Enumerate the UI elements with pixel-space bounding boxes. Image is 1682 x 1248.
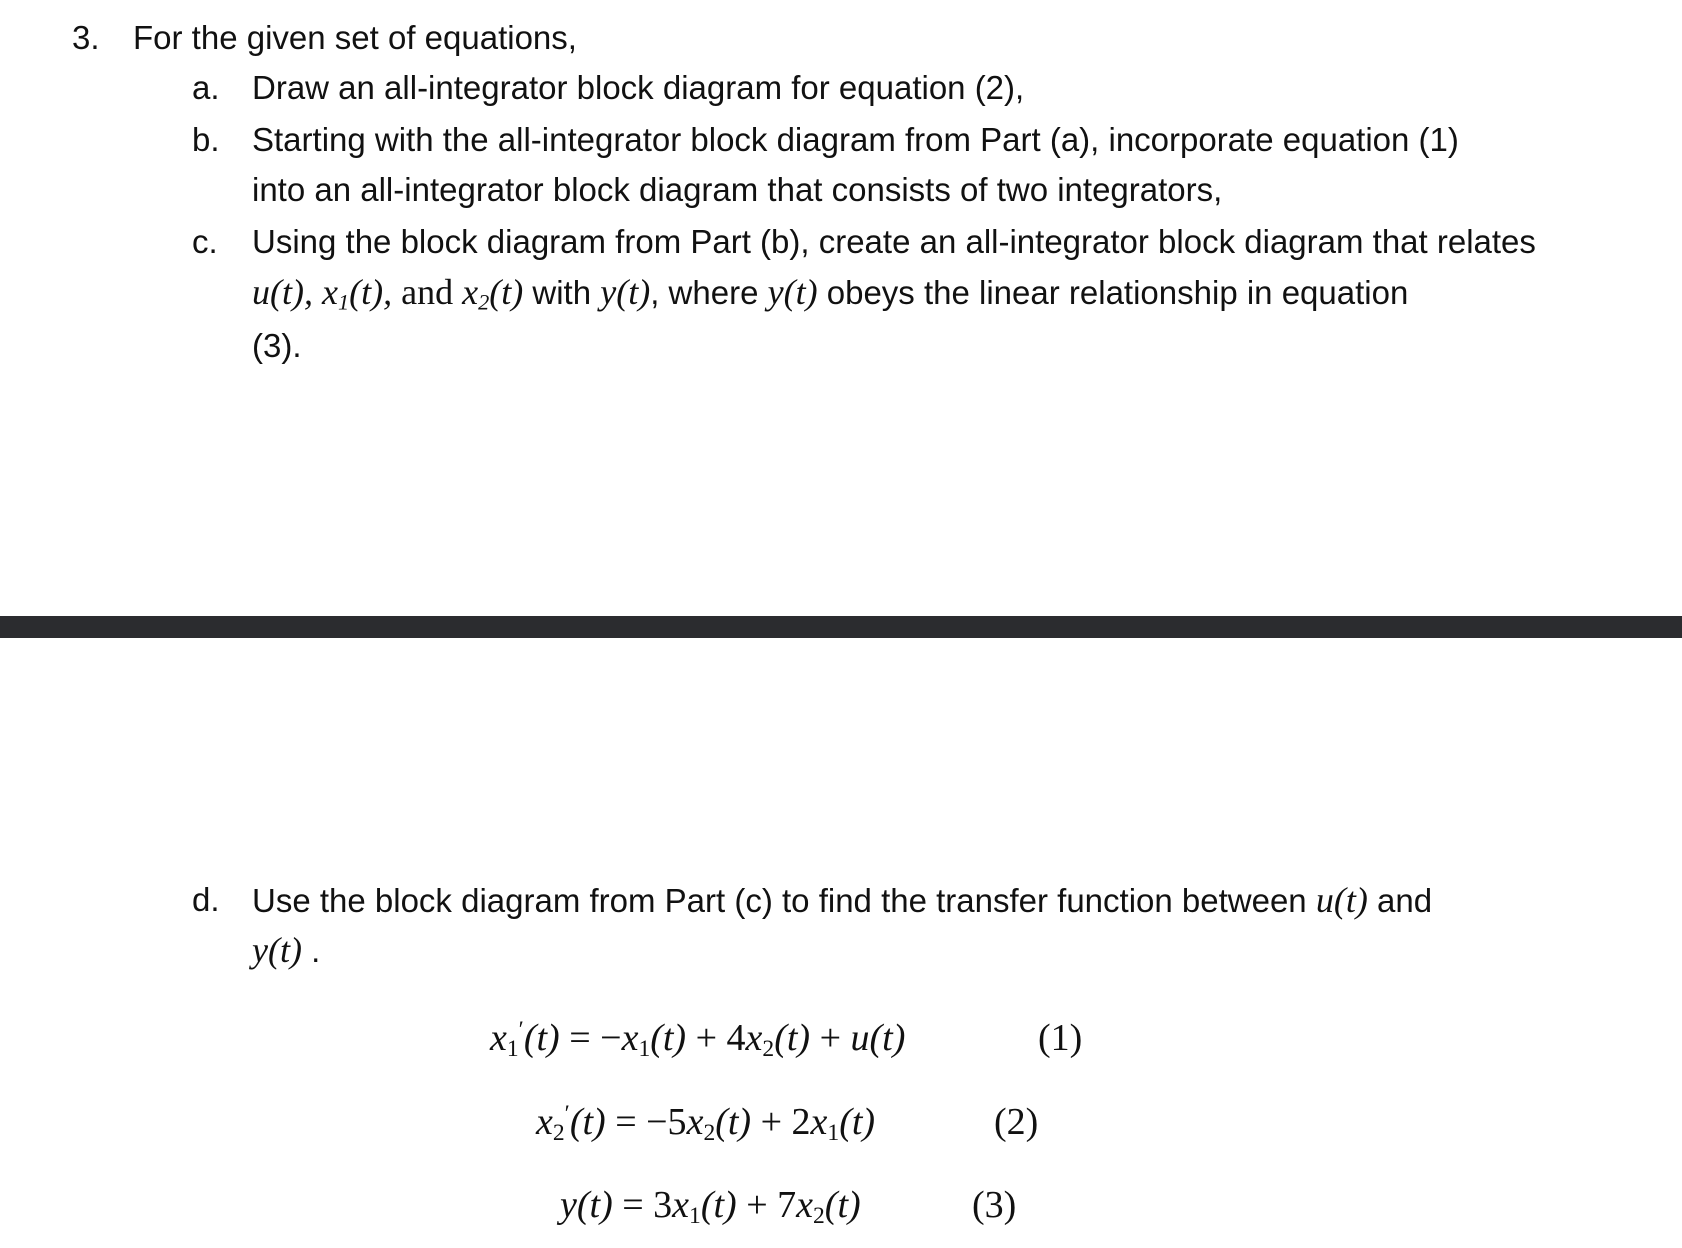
part-d-line2-end: . xyxy=(301,932,321,969)
part-c-rest-text: obeys the linear relationship in equation xyxy=(817,274,1409,311)
section-divider xyxy=(0,616,1682,638)
math-y-of-t: y(t) xyxy=(600,272,651,312)
part-b-line1: Starting with the all-integrator block diagram from Part (a), incorporate equation (1) xyxy=(252,121,1459,158)
part-b-label: b. xyxy=(192,121,220,158)
problem-number: 3. xyxy=(72,19,100,56)
part-d-line1 xyxy=(252,880,1432,921)
part-b-line2: into an all-integrator block diagram that consists of two integrators, xyxy=(252,171,1223,208)
part-c-with-text: with xyxy=(523,274,601,311)
math-y-of-t-3: y(t) xyxy=(252,930,302,970)
part-d-line1-text: Use the block diagram from Part (c) to find the transfer function between xyxy=(252,882,1316,919)
equation-3: $y(t) = 3x_1(t) + 7x_2(t)$ (3) xyxy=(560,1184,1017,1229)
part-c-line1: Using the block diagram from Part (b), create an all-integrator block diagram that relates xyxy=(252,223,1536,260)
equation-2-tag: (2) xyxy=(994,1101,1039,1143)
part-a-text: Draw an all-integrator block diagram for equation (2), xyxy=(252,69,1025,106)
equation-3-tag: (3) xyxy=(972,1184,1017,1226)
part-c-where-text: , where xyxy=(650,274,768,311)
math-u-of-t: u(t) xyxy=(1315,880,1368,920)
problem-intro: For the given set of equations, xyxy=(133,19,577,56)
part-d-line1-end: and xyxy=(1367,882,1433,919)
math-y-of-t-2: y(t) xyxy=(767,272,818,312)
part-c-label: c. xyxy=(192,223,218,260)
part-d-label: d. xyxy=(192,881,220,918)
equation-1: $x_1'(t) = -x_1(t) + 4x_2(t) + u(t)$ (1) xyxy=(490,1017,1083,1062)
part-d-line2 xyxy=(252,930,320,971)
part-c-line2 xyxy=(252,272,1408,313)
equation-2: $x_2'(t) = -5x_2(t) + 2x_1(t)$ (2) xyxy=(536,1101,1039,1146)
part-c-line3: (3). xyxy=(252,327,302,364)
equation-1-tag: (1) xyxy=(1038,1017,1083,1059)
math-u-x1-and-x2: u(t), $x_1(t)$, and $x_2(t)$ xyxy=(252,272,524,315)
part-a-label: a. xyxy=(192,69,220,106)
